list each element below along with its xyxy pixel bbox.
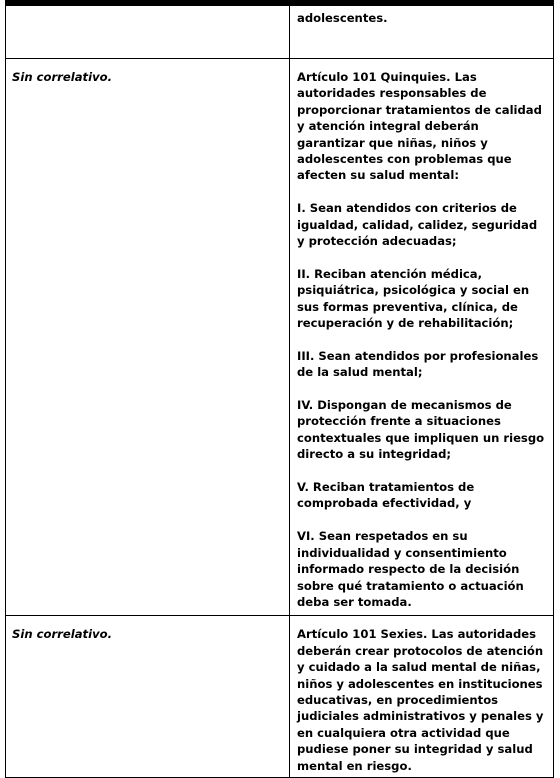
left-cell [6, 59, 290, 616]
left-cell [6, 6, 290, 59]
comparison-table [5, 5, 554, 778]
fraction-iii: III. Sean atendidos por profesionales de la salud mental; [297, 348, 539, 380]
fraction-ii: II. Reciban atención médica, psiquiátrica, psicológica y social en sus formas preventiva, clínica, de recuperación y de rehabilitación; [297, 266, 530, 331]
table-row [6, 59, 554, 616]
article-paragraph: Artículo 101 Sexies. Las autoridades deberán crear protocolos de atención y cuidado a la salud mental de niñas, niños y adolescentes en instituciones educativas, en procedimientos judiciales administrativos y penales y en cualquiera otra actividad que pudiese poner su integridad y salud mental en riesgo. [297, 627, 544, 773]
fraction-iv: IV. Dispongan de mecanismos de protección frente a situaciones contextuales que impliquen un riesgo directo a su integridad; [297, 398, 545, 462]
table-row [6, 616, 554, 778]
sin-correlativo-label: Sin correlativo. [12, 70, 112, 84]
right-cell [290, 59, 554, 616]
continued-paragraph: adolescentes. [297, 11, 388, 25]
left-cell [6, 616, 290, 778]
right-cell [290, 616, 554, 778]
fraction-v: V. Reciban tratamientos de comprobada efectividad, y [297, 480, 475, 511]
article-heading-paragraph: Artículo 101 Quinquies. Las autoridades responsables de proporcionar tratamientos de calidad y atención integral deberán garantizar que niñas, niños y adolescentes con problemas que afecten su salud mental: [297, 70, 542, 183]
sin-correlativo-label: Sin correlativo. [12, 627, 112, 642]
fraction-vi: VI. Sean respetados en su individualidad y consentimiento informado respecto de la decisión sobre qué tratamiento o actuación deba ser tomada. [297, 529, 524, 609]
table-row [6, 6, 554, 59]
right-cell [290, 6, 554, 59]
fraction-i: I. Sean atendidos con criterios de igualdad, calidad, calidez, seguridad y protección adecuadas; [297, 201, 538, 249]
